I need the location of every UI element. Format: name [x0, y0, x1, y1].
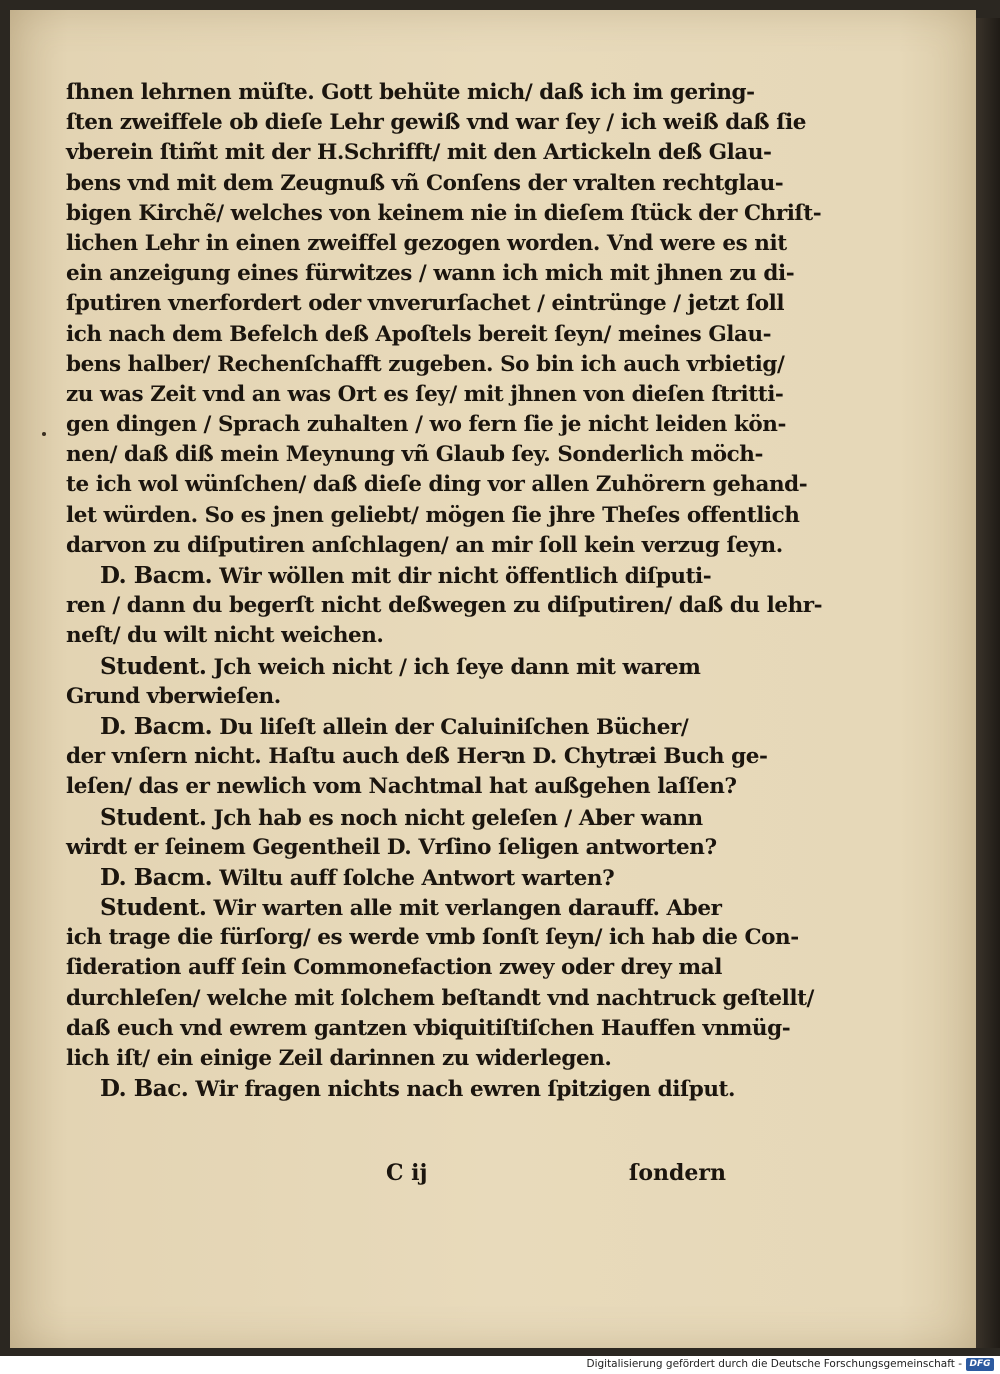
page-edge-shadow [976, 18, 1000, 1348]
text-line: bens vnd mit dem Zeugnuß vñ Conſens der vralten rechtglau- [66, 170, 784, 196]
dialogue-line: durchleſen/ welche mit ſolchem beſtandt vnd nachtruck geſtellt/ [66, 985, 814, 1011]
funding-notice: Digitalisierung gefördert durch die Deutsche Forschungsgemeinschaft - [586, 1358, 962, 1370]
dialogue-line [66, 803, 726, 833]
dialogue-line: Grund vberwieſen. [66, 683, 281, 709]
dialogue-text: Jch weich nicht / ich ſeye dann mit warem [213, 654, 701, 680]
page-footer-line [66, 1160, 726, 1192]
dialogue-line: wirdt er ſeinem Gegentheil D. Vrſino ſeligen antworten? [66, 834, 717, 860]
speaker-label: D. Bacm. [100, 562, 213, 589]
text-line: ſhnen lehrnen müſte. Gott behüte mich/ daß ich im gering- [66, 80, 755, 105]
text-line: te ich wol wünſchen/ daß dieſe ding vor allen Zuhörern gehand- [66, 472, 808, 498]
dialogue-line [66, 712, 726, 742]
dialogue-text: Jch hab es noch nicht geleſen / Aber wann [213, 805, 703, 831]
text-line: bens halber/ Rechenſchafft zugeben. So bin ich auch vrbietig/ [66, 351, 785, 377]
dialogue-line: ich trage die fürſorg/ es werde vmb ſonſt ſeyn/ ich hab die Con- [66, 925, 799, 951]
ink-spot [42, 432, 46, 436]
text-line: darvon zu diſputiren anſchlagen/ an mir ſoll kein verzug ſeyn. [66, 532, 783, 558]
speaker-label: D. Bacm. [100, 863, 213, 891]
speaker-label: D. Bacm. [100, 712, 213, 740]
dialogue-line: leſen/ das er newlich vom Nachtmal hat außgehen laſſen? [66, 774, 737, 800]
speaker-label: Student. [100, 803, 207, 831]
dialogue-text: Wir fragen nichts nach ewren ſpitzigen diſput. [195, 1077, 736, 1103]
dialogue-line: der vnſern nicht. Haſtu auch deß Herꝛn D. Chytræi Buch ge- [66, 744, 768, 770]
text-line: ſten zweiffele ob dieſe Lehr gewiß vnd war ſey / ich weiß daß ſie [66, 110, 806, 136]
dialogue-text: Du liſeſt allein der Caluiniſchen Bücher/ [219, 714, 689, 740]
dialogue-text: Wir wöllen mit dir nicht öffentlich diſputi- [219, 564, 712, 589]
text-line: gen dingen / Sprach zuhalten / wo fern ſie je nicht leiden kön- [66, 412, 786, 438]
dialogue-line: neſt/ du wilt nicht weichen. [66, 623, 384, 649]
dialogue-text: Wiltu auff ſolche Antwort warten? [219, 865, 615, 891]
catchword: ſondern [628, 1160, 726, 1186]
dialogue-line [66, 561, 726, 591]
text-line: nen/ daß diß mein Meynung vñ Glaub ſey. Sonderlich möch- [66, 442, 763, 468]
signature-mark: C ij [386, 1160, 428, 1186]
dialogue-line: ſideration auff ſein Commonefaction zwey oder drey mal [66, 955, 722, 981]
speaker-label: D. Bac. [100, 1075, 189, 1103]
dialogue-line [66, 652, 726, 682]
dfg-logo: DFG [966, 1358, 994, 1371]
dialogue-line [66, 863, 726, 893]
dialogue-line: ren / dann du begerſt nicht deßwegen zu diſputiren/ daß du lehr- [66, 593, 823, 619]
text-line: ich nach dem Befelch deß Apoſtels bereit ſeyn/ meines Glau- [66, 321, 772, 347]
text-line: bigen Kirchẽ/ welches von keinem nie in dieſem ſtück der Chriſt- [66, 200, 822, 226]
dialogue-line [66, 893, 726, 923]
text-line: lichen Lehr in einen zweiffel gezogen worden. Vnd were es nit [66, 230, 787, 256]
dialogue-text: Wir warten alle mit verlangen darauff. Aber [213, 896, 722, 922]
text-line: ein anzeigung eines fürwitzes / wann ich mich mit jhnen zu di- [66, 261, 795, 287]
dialogue-line [66, 1074, 736, 1104]
speaker-label: Student. [100, 894, 207, 922]
body-text [66, 78, 823, 1104]
text-line: zu was Zeit vnd an was Ort es ſey/ mit jhnen von dieſen ſtritti- [66, 381, 784, 407]
dialogue-line: lich iſt/ ein einige Zeil darinnen zu widerlegen. [66, 1046, 612, 1071]
speaker-label: Student. [100, 652, 207, 680]
text-line: let würden. So es jnen geliebt/ mögen ſie jhre Theſes offentlich [66, 502, 800, 528]
text-line: vberein ſtim̃t mit der H.Schrifft/ mit den Artickeln deß Glau- [66, 140, 772, 166]
text-line: ſputiren vnerfordert oder vnverurſachet / eintrünge / jetzt ſoll [66, 291, 785, 317]
dialogue-line: daß euch vnd ewrem gantzen vbiquitiſtiſchen Hauffen vnmüg- [66, 1015, 791, 1041]
